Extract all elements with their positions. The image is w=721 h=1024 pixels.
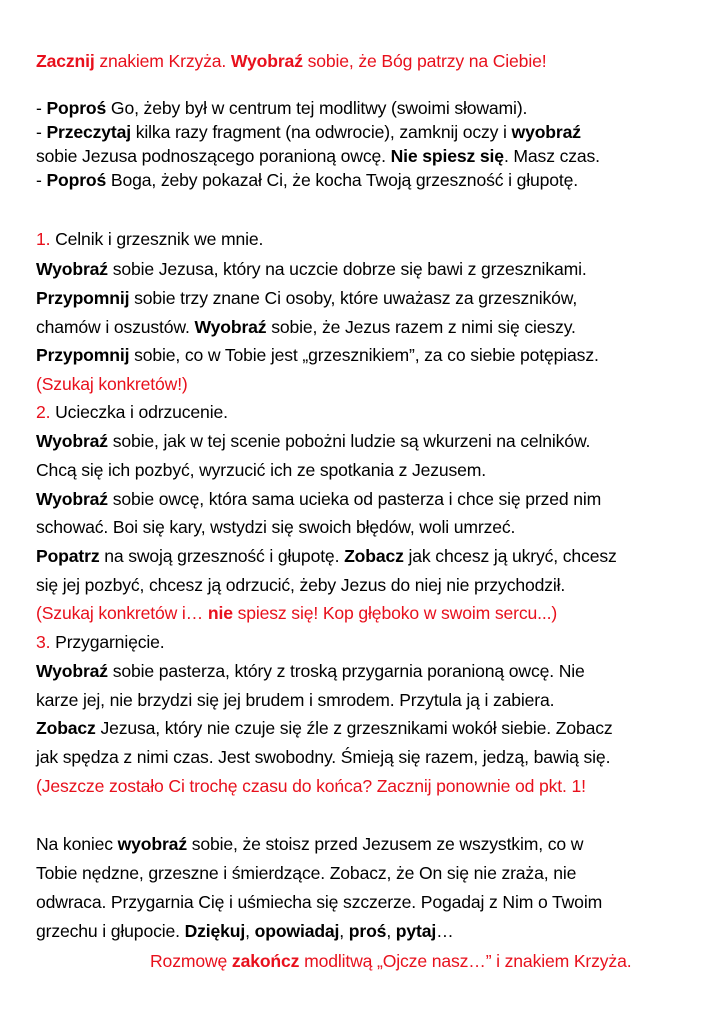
text-line [36, 488, 601, 510]
text-run: sobie, że stoisz przed Jezusem ze wszystkim, co w [186, 834, 584, 854]
text-run: Jezusa, który nie czuje się źle z grzesznikami wokół siebie. Zobacz [95, 718, 613, 738]
text-line [36, 660, 585, 682]
text-run: , [245, 921, 255, 941]
text-line [36, 891, 602, 913]
text-run: sobie Jezusa podnoszącego poranioną owcę. [36, 146, 391, 166]
text-run: chamów i oszustów. [36, 317, 195, 337]
emphasis-text: wyobraź [117, 834, 187, 854]
emphasis-text: Wyobraź [194, 317, 267, 337]
emphasis-text: Przypomnij [36, 345, 130, 365]
text-run: jak chcesz ją ukryć, chcesz [403, 546, 617, 566]
text-run: kilka razy fragment (na odwrocie), zamknij oczy i [131, 122, 512, 142]
text-run: Celnik i grzesznik we mnie. [50, 229, 264, 249]
emphasis-text: Wyobraź [36, 661, 108, 681]
text-line [36, 717, 613, 739]
text-run: Przygarnięcie. [50, 632, 165, 652]
text-line [36, 516, 515, 538]
text-line [36, 574, 565, 596]
text-line [36, 97, 527, 119]
emphasis-text: Przypomnij [36, 288, 130, 308]
text-run: Rozmowę [150, 951, 232, 971]
text-run: … [436, 921, 454, 941]
text-run: , [386, 921, 396, 941]
text-run: (Szukaj konkretów!) [36, 374, 188, 394]
text-run: sobie, że Bóg patrzy na Ciebie! [302, 51, 547, 71]
emphasis-text: opowiadaj [254, 921, 340, 941]
text-line [36, 228, 263, 250]
emphasis-text: proś [348, 921, 387, 941]
text-line [36, 920, 454, 942]
text-line [36, 287, 577, 309]
text-line [36, 401, 228, 423]
text-run: modlitwą „Ojcze nasz…” i znakiem Krzyża. [299, 951, 632, 971]
text-line [36, 545, 617, 567]
text-run: - [36, 122, 47, 142]
text-line [36, 373, 188, 395]
text-run: grzechu i głupocie. [36, 921, 185, 941]
text-line [36, 833, 583, 855]
text-line [36, 689, 554, 711]
text-line [36, 121, 581, 143]
text-run: Tobie nędzne, grzeszne i śmierdzące. Zobacz, że On się nie zraża, nie [36, 863, 577, 883]
text-run: jak spędza z nimi czas. Jest swobodny. Śmieją się razem, jedzą, bawią się. [36, 747, 611, 767]
text-run: (Szukaj konkretów i… [36, 603, 208, 623]
text-run: Boga, żeby pokazał Ci, że kocha Twoją grzeszność i głupotę. [106, 170, 579, 190]
text-run: sobie Jezusa, który na uczcie dobrze się bawi z grzesznikami. [107, 259, 587, 279]
emphasis-text: Dziękuj [184, 921, 246, 941]
text-line [36, 169, 578, 191]
emphasis-text: Przeczytaj [46, 122, 132, 142]
emphasis-text: pytaj [395, 921, 437, 941]
text-run: - [36, 170, 47, 190]
text-run: schować. Boi się kary, wstydzi się swoich błędów, woli umrzeć. [36, 517, 516, 537]
text-line [36, 862, 576, 884]
text-run: sobie trzy znane Ci osoby, które uważasz za grzeszników, [129, 288, 578, 308]
emphasis-text: Popatrz [36, 546, 100, 566]
text-run: 1. [36, 229, 51, 249]
text-run: - [36, 98, 47, 118]
text-line [36, 631, 165, 653]
text-line [36, 459, 486, 481]
text-run: sobie, co w Tobie jest „grzesznikiem”, za co siebie potępiasz. [129, 345, 599, 365]
text-run: , [339, 921, 349, 941]
text-run: sobie pasterza, który z troską przygarnia poranioną owcę. Nie [107, 661, 585, 681]
text-run: odwraca. Przygarnia Cię i uśmiecha się szczerze. Pogadaj z Nim o Twoim [36, 892, 603, 912]
text-line [150, 950, 631, 972]
text-run: spiesz się! Kop głęboko w swoim sercu...) [232, 603, 558, 623]
emphasis-text: Zobacz [36, 718, 96, 738]
emphasis-text: Wyobraź [36, 489, 108, 509]
emphasis-text: wyobraź [511, 122, 581, 142]
text-run: sobie owcę, która sama ucieka od pasterza i chce się przed nim [107, 489, 602, 509]
text-run: Na koniec [36, 834, 118, 854]
text-run: 3. [36, 632, 51, 652]
text-run: Ucieczka i odrzucenie. [50, 402, 228, 422]
emphasis-text: Wyobraź [230, 51, 303, 71]
text-run: się jej pozbyć, chcesz ją odrzucić, żeby Jezus do niej nie przychodził. [36, 575, 566, 595]
emphasis-text: Wyobraź [36, 431, 108, 451]
emphasis-text: Poproś [46, 98, 107, 118]
text-run: Chcą się ich pozbyć, wyrzucić ich ze spotkania z Jezusem. [36, 460, 487, 480]
emphasis-text: Nie spiesz się [390, 146, 504, 166]
emphasis-text: nie [207, 603, 233, 623]
text-run: (Jeszcze zostało Ci trochę czasu do końca? Zacznij ponownie od pkt. 1! [36, 776, 586, 796]
text-line [36, 746, 610, 768]
text-line [36, 316, 576, 338]
emphasis-text: Zobacz [344, 546, 404, 566]
text-run: na swoją grzeszność i głupotę. [99, 546, 345, 566]
text-run: 2. [36, 402, 51, 422]
text-line [36, 258, 587, 280]
text-run: sobie, że Jezus razem z nimi się cieszy. [266, 317, 576, 337]
text-run: Go, żeby był w centrum tej modlitwy (swoimi słowami). [106, 98, 528, 118]
text-line [36, 602, 557, 624]
text-line [36, 50, 546, 72]
text-run: sobie, jak w tej scenie pobożni ludzie są wkurzeni na celników. [107, 431, 591, 451]
text-line [36, 775, 586, 797]
text-run: . Masz czas. [503, 146, 600, 166]
text-run: karze jej, nie brzydzi się jej brudem i smrodem. Przytula ją i zabiera. [36, 690, 555, 710]
text-line [36, 430, 590, 452]
emphasis-text: zakończ [231, 951, 300, 971]
emphasis-text: Poproś [46, 170, 107, 190]
text-line [36, 145, 600, 167]
emphasis-text: Wyobraź [36, 259, 108, 279]
emphasis-text: Zacznij [36, 51, 95, 71]
text-line [36, 344, 599, 366]
text-run: znakiem Krzyża. [94, 51, 231, 71]
